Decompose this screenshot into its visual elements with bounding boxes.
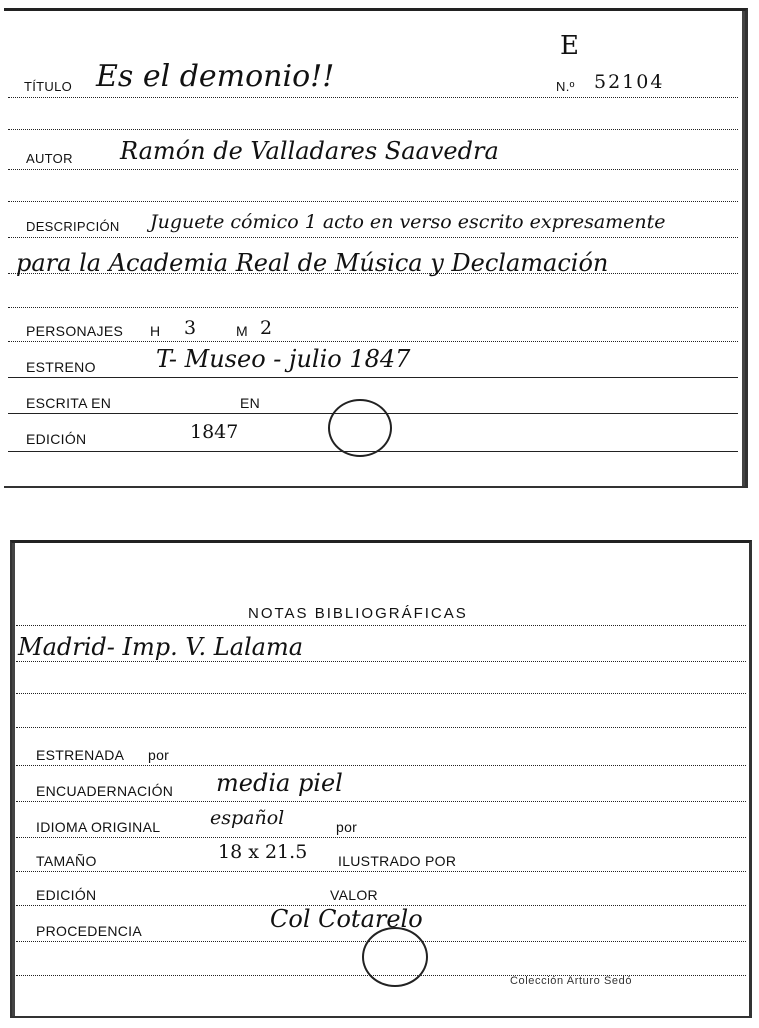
titulo-label: TÍTULO bbox=[24, 79, 73, 94]
idioma-label: IDIOMA ORIGINAL bbox=[36, 819, 161, 835]
ilustrado-label: ILUSTRADO POR bbox=[338, 853, 457, 869]
tamano-value: 18 x 21.5 bbox=[218, 841, 308, 863]
autor-label: AUTOR bbox=[26, 151, 73, 166]
edicion-label: EDICIÓN bbox=[26, 431, 87, 447]
h-label: H bbox=[150, 323, 161, 339]
tamano-line bbox=[16, 871, 746, 872]
descripcion-label: DESCRIPCIÓN bbox=[26, 219, 120, 234]
encuadernacion-value: media piel bbox=[216, 769, 343, 797]
ruled-line bbox=[8, 129, 738, 130]
ruled-line bbox=[16, 625, 746, 626]
collection-footer: Colección Arturo Sedó bbox=[510, 975, 633, 987]
estreno-value: T- Museo - julio 1847 bbox=[156, 345, 411, 373]
procedencia-label: PROCEDENCIA bbox=[36, 923, 142, 939]
estrenada-por-label: por bbox=[148, 747, 170, 763]
titulo-line bbox=[8, 97, 738, 98]
estreno-line bbox=[8, 377, 738, 378]
estrenada-label: ESTRENADA bbox=[36, 747, 125, 763]
ruled-line bbox=[8, 307, 738, 308]
descripcion-line-1: Juguete cómico 1 acto en verso escrito expresamente bbox=[150, 211, 666, 233]
encuadernacion-label: ENCUADERNACIÓN bbox=[36, 783, 174, 799]
m-value: 2 bbox=[260, 317, 273, 339]
escrita-en-label: ESCRITA EN bbox=[26, 395, 112, 411]
valor-label: VALOR bbox=[330, 887, 378, 903]
numero-value: 52104 bbox=[594, 71, 665, 93]
idioma-por-label: por bbox=[336, 819, 358, 835]
encuadernacion-line bbox=[16, 801, 746, 802]
h-value: 3 bbox=[184, 317, 197, 339]
ruled-line bbox=[8, 273, 738, 274]
edicion-value: 1847 bbox=[190, 421, 239, 443]
corner-mark: E bbox=[560, 31, 579, 61]
card-edge bbox=[742, 11, 745, 486]
idioma-line bbox=[16, 837, 746, 838]
ruled-line bbox=[16, 693, 746, 694]
descripcion-line-2: para la Academia Real de Música y Declamación bbox=[16, 249, 609, 277]
titulo-value: Es el demonio!! bbox=[96, 59, 335, 94]
library-stamp-circle bbox=[328, 399, 392, 457]
m-label: M bbox=[236, 323, 248, 339]
personajes-label: PERSONAJES bbox=[26, 323, 124, 339]
idioma-value: español bbox=[210, 807, 285, 829]
ruled-line bbox=[16, 727, 746, 728]
descripcion-line bbox=[8, 237, 738, 238]
autor-value: Ramón de Valladares Saavedra bbox=[120, 137, 499, 165]
estrenada-line bbox=[16, 765, 746, 766]
tamano-label: TAMAÑO bbox=[36, 853, 97, 869]
card-edge bbox=[12, 543, 15, 1016]
procedencia-value: Col Cotarelo bbox=[270, 905, 423, 933]
edicion-label: EDICIÓN bbox=[36, 887, 97, 903]
notas-heading: NOTAS BIBLIOGRÁFICAS bbox=[248, 605, 468, 622]
numero-label: N.º bbox=[556, 79, 575, 94]
catalog-card-front bbox=[4, 8, 748, 488]
ruled-line bbox=[16, 661, 746, 662]
personajes-line bbox=[8, 341, 738, 342]
library-stamp-circle bbox=[362, 927, 428, 987]
notas-value: Madrid- Imp. V. Lalama bbox=[18, 633, 304, 661]
ruled-line bbox=[8, 201, 738, 202]
estreno-label: ESTRENO bbox=[26, 359, 96, 375]
autor-line bbox=[8, 169, 738, 170]
catalog-card-back bbox=[10, 540, 752, 1018]
en-label: EN bbox=[240, 395, 261, 411]
